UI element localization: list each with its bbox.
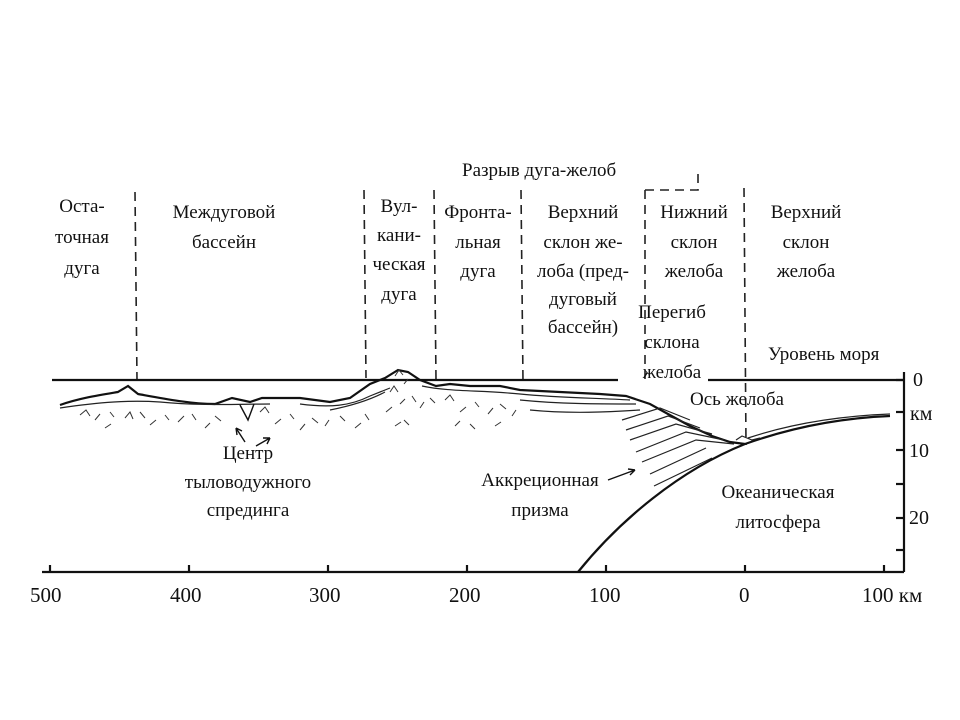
- rock-marks-2: [260, 407, 369, 430]
- depth-label-0: 0: [913, 369, 923, 391]
- sediment-layer-4: [520, 400, 636, 404]
- label-slope-break-2: склона: [644, 332, 700, 353]
- divider-frontal-arc: [521, 190, 523, 382]
- prism-line-1: [622, 408, 690, 420]
- distance-axis: [30, 565, 922, 607]
- label-remnant-arc-3: дуга: [64, 258, 100, 279]
- label-backarc-spreading-3: спрединга: [206, 500, 290, 521]
- label-oceanic-lithosphere-2: литосфера: [735, 512, 821, 533]
- label-outer-slope-2: склон: [782, 232, 830, 253]
- label-upper-slope-4: дуговый: [549, 289, 617, 310]
- distance-label-0: 0: [739, 583, 750, 607]
- label-slope-break-3: желоба: [642, 362, 702, 383]
- depth-axis: [896, 369, 933, 572]
- arrows: [236, 404, 635, 480]
- divider-remnant-arc: [135, 192, 137, 380]
- rock-marks-3: [386, 386, 435, 426]
- label-lower-slope-2: склон: [670, 232, 718, 253]
- sediment-layer-2: [300, 388, 390, 406]
- distance-label-500: 500: [30, 583, 62, 607]
- label-remnant-arc-1: Оста-: [59, 196, 105, 217]
- depth-label-20: 20: [909, 507, 929, 529]
- distance-label-400: 400: [170, 583, 202, 607]
- label-backarc-spreading-2: тыловодужного: [184, 472, 312, 493]
- zone-labels: [55, 160, 880, 533]
- label-volcanic-arc-4: дуга: [381, 284, 417, 305]
- accretionary-prism-lines: [622, 408, 734, 486]
- label-volcanic-arc-1: Вул-: [380, 196, 418, 217]
- distance-label-300: 300: [309, 583, 341, 607]
- prism-line-5: [642, 440, 734, 462]
- label-volcanic-arc-3: ческая: [372, 254, 426, 275]
- label-upper-slope-1: Верхний: [547, 202, 619, 223]
- rock-marks-1: [80, 410, 221, 428]
- label-lower-slope-3: желоба: [664, 261, 724, 282]
- label-arc-trench-gap: Разрыв дуга-желоб: [462, 160, 617, 181]
- trench-floor-mark: [736, 436, 760, 440]
- label-outer-slope-3: желоба: [776, 261, 836, 282]
- label-remnant-arc-2: точная: [55, 227, 109, 248]
- prism-line-7: [654, 458, 712, 486]
- distance-label-100: 100: [589, 583, 621, 607]
- label-frontal-arc-3: дуга: [460, 261, 496, 282]
- label-upper-slope-5: бассейн): [547, 317, 619, 338]
- label-upper-slope-2: склон же-: [543, 232, 623, 253]
- label-interarc-basin-1: Междуговой: [172, 202, 276, 223]
- label-frontal-arc-2: льная: [455, 232, 501, 253]
- depth-label-10: 10: [909, 440, 929, 462]
- spreading-notch: [240, 404, 254, 420]
- spreading-arrow-left: [236, 428, 245, 442]
- depth-label-unit: км: [910, 403, 933, 425]
- label-accretionary-prism-2: призма: [511, 500, 569, 521]
- label-sea-level: Уровень моря: [768, 344, 880, 365]
- label-lower-slope-1: Нижний: [660, 202, 728, 223]
- label-accretionary-prism-1: Аккреционная: [481, 470, 599, 491]
- distance-label-100-km: 100 км: [862, 583, 923, 607]
- label-backarc-spreading-1: Центр: [222, 443, 274, 464]
- sediment-layer-5: [530, 410, 640, 412]
- prism-line-6: [650, 448, 706, 474]
- label-interarc-basin-2: бассейн: [192, 232, 256, 253]
- prism-arrow: [608, 469, 635, 480]
- label-outer-slope-1: Верхний: [770, 202, 842, 223]
- label-trench-axis: Ось желоба: [690, 389, 784, 410]
- rock-marks-4: [445, 395, 516, 429]
- label-slope-break-1: Перегиб: [638, 302, 706, 323]
- label-volcanic-arc-2: кани-: [376, 225, 422, 246]
- label-oceanic-lithosphere-1: Океаническая: [721, 482, 835, 503]
- divider-interarc-basin: [364, 190, 366, 378]
- label-upper-slope-3: лоба (пред-: [536, 261, 630, 282]
- sediment-layer-1: [60, 401, 270, 408]
- label-frontal-arc-1: Фронта-: [444, 202, 512, 223]
- divider-volcanic-arc: [434, 190, 436, 380]
- distance-label-200: 200: [449, 583, 481, 607]
